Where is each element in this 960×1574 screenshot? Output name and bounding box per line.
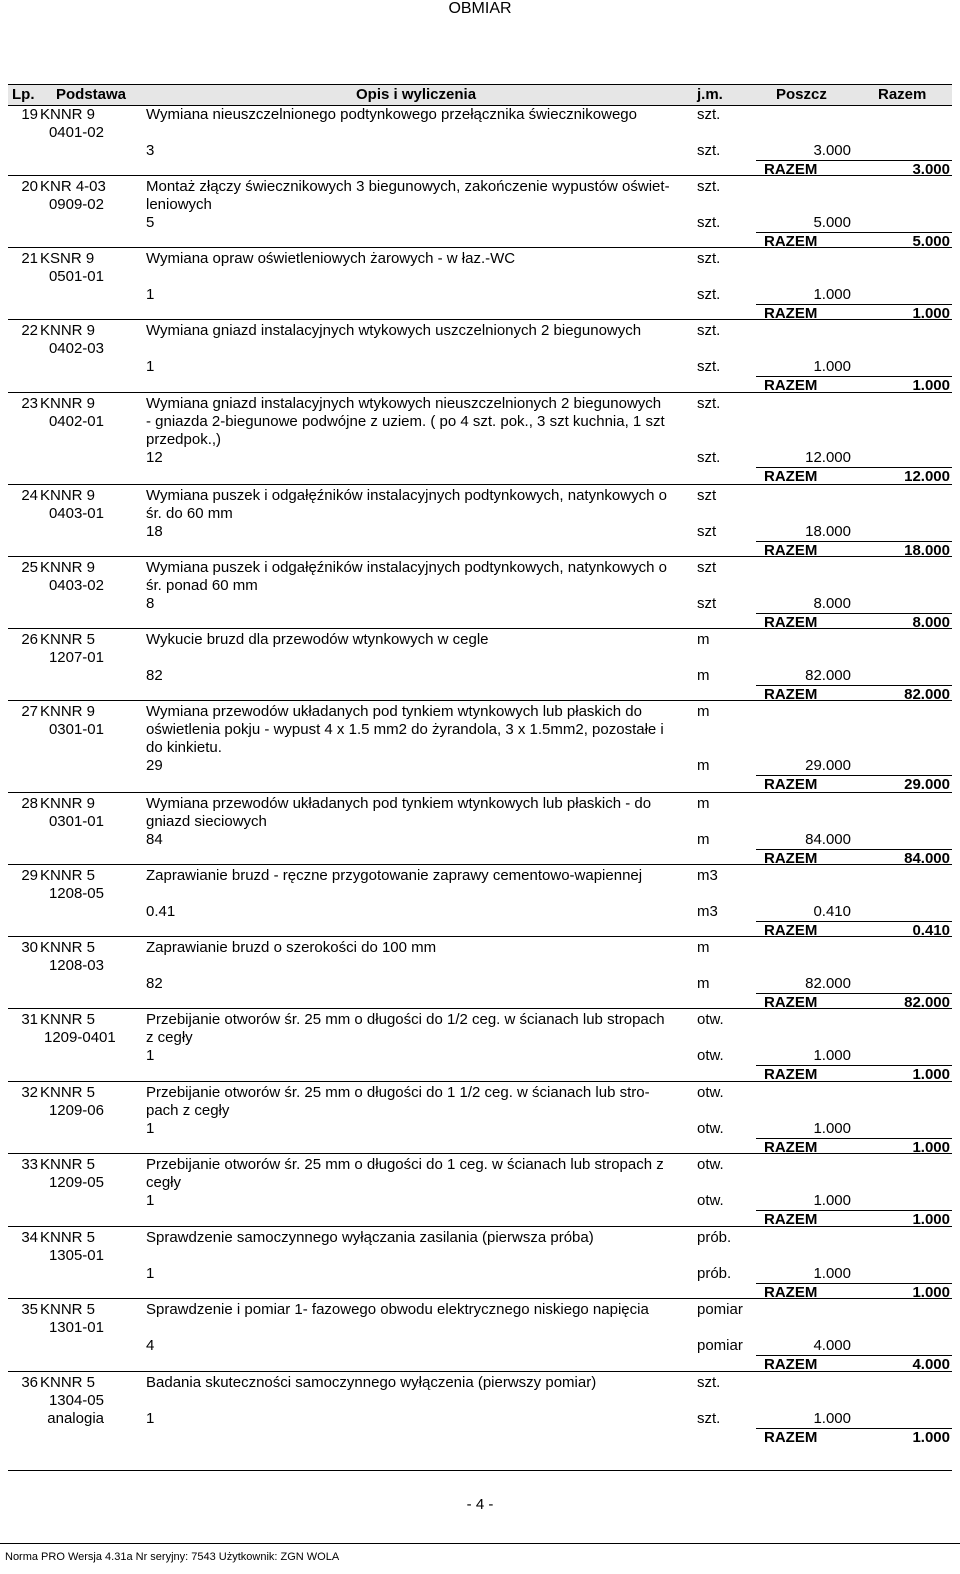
razem-value: 82.000	[904, 686, 950, 703]
basis-code: 1301-01	[48, 1319, 104, 1336]
table-row	[8, 393, 952, 485]
quantity-unit: szt.	[697, 449, 721, 466]
unit: szt.	[697, 1374, 721, 1391]
item-number: 20	[21, 178, 38, 195]
table-row	[8, 1009, 952, 1082]
table-row	[8, 937, 952, 1009]
description-line: oświetlenia pokju - wypust 4 x 1.5 mm2 do żyrandola, 3 x 1.5mm2, pozostałe i	[146, 721, 664, 738]
basis-code: KNNR 5	[40, 1301, 96, 1318]
basis-code: 1209-0401	[44, 1029, 116, 1046]
quantity-unit: szt	[697, 523, 717, 540]
quantity-unit: m	[697, 975, 710, 992]
unit: szt.	[697, 250, 721, 267]
razem-label: RAZEM	[764, 1066, 818, 1083]
razem-value: 82.000	[904, 994, 950, 1011]
razem-value: 12.000	[904, 468, 950, 485]
basis-code: 1209-06	[48, 1102, 104, 1119]
table-row	[8, 104, 952, 176]
quantity-expression: 1	[146, 1192, 155, 1209]
razem-label: RAZEM	[764, 468, 818, 485]
description-line: gniazd sieciowych	[146, 813, 267, 830]
table-row	[8, 485, 952, 557]
razem-label: RAZEM	[764, 614, 818, 631]
quantity-unit: szt.	[697, 1410, 721, 1427]
unit: m	[697, 703, 710, 720]
razem-value: 1.000	[912, 305, 950, 322]
basis-code: 0403-01	[48, 505, 104, 522]
basis-code: KNNR 5	[40, 631, 96, 648]
quantity-expression: 1	[146, 1047, 155, 1064]
description-line: Wymiana gniazd instalacyjnych wtykowych uszczelnionych 2 biegunowych	[146, 322, 642, 339]
header-jm: j.m.	[697, 86, 723, 103]
quantity-unit: otw.	[697, 1047, 724, 1064]
partial-value: 1.000	[813, 1047, 851, 1064]
unit: prób.	[697, 1229, 732, 1246]
quantity-unit: szt.	[697, 214, 721, 231]
razem-label: RAZEM	[764, 542, 818, 559]
quantity-expression: 1	[146, 358, 155, 375]
description-line: leniowych	[146, 196, 212, 213]
item-number: 28	[21, 795, 38, 812]
razem-value: 1.000	[912, 1429, 950, 1446]
quantity-unit: otw.	[697, 1192, 724, 1209]
table-row	[8, 865, 952, 937]
description-line: Wykucie bruzd dla przewodów wtynkowych w cegle	[146, 631, 489, 648]
description-line: Sprawdzenie i pomiar 1- fazowego obwodu elektrycznego niskiego napięcia	[146, 1301, 649, 1318]
partial-value: 18.000	[805, 523, 851, 540]
unit: szt.	[697, 322, 721, 339]
basis-code: 0402-03	[48, 340, 104, 357]
basis-code: KNNR 9	[40, 106, 96, 123]
description-line: śr. ponad 60 mm	[146, 577, 258, 594]
partial-value: 3.000	[813, 142, 851, 159]
basis-code: KNNR 5	[40, 939, 96, 956]
description-line: Montaż złączy świecznikowych 3 biegunowych, zakończenie wypustów oświet-	[146, 178, 670, 195]
partial-value: 12.000	[805, 449, 851, 466]
unit: szt.	[697, 395, 721, 412]
footer-divider	[0, 1543, 960, 1544]
quantity-expression: 12	[146, 449, 163, 466]
basis-code: 1305-01	[48, 1247, 104, 1264]
page-title: OBMIAR	[448, 0, 512, 17]
description-line: Wymiana opraw oświetleniowych żarowych - w łaz.-WC	[146, 250, 516, 267]
partial-value: 4.000	[813, 1337, 851, 1354]
item-number: 21	[21, 250, 38, 267]
table-row	[8, 701, 952, 793]
item-number: 32	[21, 1084, 38, 1101]
quantity-unit: m3	[697, 903, 718, 920]
basis-code: 1208-03	[48, 957, 104, 974]
quantity-expression: 1	[146, 1410, 155, 1427]
description-line: Wymiana gniazd instalacyjnych wtykowych nieuszczelnionych 2 biegunowych	[146, 395, 662, 412]
quantity-unit: szt.	[697, 286, 721, 303]
table-row	[8, 248, 952, 320]
razem-label: RAZEM	[764, 994, 818, 1011]
basis-code: KNNR 9	[40, 487, 96, 504]
unit: otw.	[697, 1156, 724, 1173]
description-line: Przebijanie otworów śr. 25 mm o długości do 1 ceg. w ścianach lub stropach z	[146, 1156, 664, 1173]
razem-value: 18.000	[904, 542, 950, 559]
header-lp: Lp.	[12, 86, 35, 103]
razem-value: 5.000	[912, 233, 950, 250]
item-number: 30	[21, 939, 38, 956]
basis-code: 1208-05	[48, 885, 104, 902]
item-number: 26	[21, 631, 38, 648]
description-line: Przebijanie otworów śr. 25 mm o długości do 1/2 ceg. w ścianach lub stropach	[146, 1011, 665, 1028]
description-line: przedpok.,)	[146, 431, 222, 448]
partial-value: 0.410	[813, 903, 851, 920]
item-number: 29	[21, 867, 38, 884]
basis-code: KNNR 9	[40, 703, 96, 720]
unit: m	[697, 939, 710, 956]
razem-label: RAZEM	[764, 850, 818, 867]
basis-code: KNNR 9	[40, 322, 96, 339]
partial-value: 5.000	[813, 214, 851, 231]
quantity-unit: szt	[697, 595, 717, 612]
table-row	[8, 629, 952, 701]
basis-code: KNNR 5	[40, 1229, 96, 1246]
razem-label: RAZEM	[764, 1429, 818, 1446]
razem-label: RAZEM	[764, 161, 818, 178]
partial-value: 82.000	[805, 667, 851, 684]
basis-code: KNNR 9	[40, 395, 96, 412]
item-number: 36	[21, 1374, 38, 1391]
description-line: pach z cegły	[146, 1102, 230, 1119]
basis-code: 1209-05	[48, 1174, 104, 1191]
unit: pomiar	[697, 1301, 743, 1318]
header-poszcz: Poszcz	[776, 86, 827, 103]
unit: m3	[697, 867, 718, 884]
unit: szt.	[697, 106, 721, 123]
basis-code: 1207-01	[48, 649, 104, 666]
item-number: 25	[21, 559, 38, 576]
table-row	[8, 1154, 952, 1227]
unit: szt.	[697, 178, 721, 195]
description-line: z cegły	[146, 1029, 193, 1046]
table-header	[8, 84, 952, 106]
razem-label: RAZEM	[764, 233, 818, 250]
unit: szt	[697, 487, 717, 504]
razem-label: RAZEM	[764, 1356, 818, 1373]
description-line: Wymiana przewodów układanych pod tynkiem wtynkowych lub płaskich do	[146, 703, 642, 720]
razem-value: 84.000	[904, 850, 950, 867]
item-number: 31	[21, 1011, 38, 1028]
razem-value: 8.000	[912, 614, 950, 631]
table-row	[8, 1082, 952, 1154]
table-row	[8, 557, 952, 629]
razem-value: 0.410	[912, 922, 950, 939]
basis-code: 0402-01	[48, 413, 104, 430]
item-number: 23	[21, 395, 38, 412]
unit: m	[697, 631, 710, 648]
description-line: Przebijanie otworów śr. 25 mm o długości do 1 1/2 ceg. w ścianach lub stro-	[146, 1084, 650, 1101]
basis-code: 0401-02	[48, 124, 104, 141]
razem-label: RAZEM	[764, 377, 818, 394]
basis-code: KNR 4-03	[40, 178, 106, 195]
partial-value: 1.000	[813, 358, 851, 375]
unit: m	[697, 795, 710, 812]
description-line: Zaprawianie bruzd - ręczne przygotowanie zaprawy cementowo-wapiennej	[146, 867, 643, 884]
table-row	[8, 176, 952, 248]
table-row	[8, 320, 952, 393]
partial-value: 1.000	[813, 1120, 851, 1137]
partial-value: 84.000	[805, 831, 851, 848]
description-line: Wymiana przewodów układanych pod tynkiem wtynkowych lub płaskich - do	[146, 795, 652, 812]
basis-code: 0301-01	[48, 813, 104, 830]
basis-code: KNNR 5	[40, 867, 96, 884]
razem-value: 29.000	[904, 776, 950, 793]
basis-code: KNNR 5	[40, 1011, 96, 1028]
quantity-unit: prób.	[697, 1265, 732, 1282]
quantity-expression: 0.41	[146, 903, 176, 920]
table-row	[8, 1299, 952, 1372]
table-row	[8, 1227, 952, 1299]
unit: szt	[697, 559, 717, 576]
header-razem: Razem	[878, 86, 927, 103]
item-number: 24	[21, 487, 38, 504]
razem-value: 1.000	[912, 377, 950, 394]
basis-code: KNNR 5	[40, 1374, 96, 1391]
partial-value: 29.000	[805, 757, 851, 774]
razem-value: 1.000	[912, 1284, 950, 1301]
quantity-unit: pomiar	[697, 1337, 743, 1354]
unit: otw.	[697, 1084, 724, 1101]
razem-label: RAZEM	[764, 776, 818, 793]
item-number: 27	[21, 703, 38, 720]
razem-value: 1.000	[912, 1211, 950, 1228]
item-number: 35	[21, 1301, 38, 1318]
quantity-expression: 1	[146, 1265, 155, 1282]
quantity-expression: 82	[146, 667, 163, 684]
description-line: Sprawdzenie samoczynnego wyłączania zasilania (pierwsza próba)	[146, 1229, 594, 1246]
basis-code: KNNR 5	[40, 1084, 96, 1101]
description-line: śr. do 60 mm	[146, 505, 233, 522]
partial-value: 8.000	[813, 595, 851, 612]
item-number: 19	[21, 106, 38, 123]
razem-label: RAZEM	[764, 305, 818, 322]
basis-code: 1304-05	[48, 1392, 104, 1409]
description-line: Wymiana puszek i odgałęźników instalacyjnych podtynkowych, natynkowych o	[146, 559, 667, 576]
razem-value: 1.000	[912, 1066, 950, 1083]
partial-value: 1.000	[813, 1265, 851, 1282]
quantity-expression: 1	[146, 286, 155, 303]
description-line: cegły	[146, 1174, 182, 1191]
quantity-unit: szt.	[697, 358, 721, 375]
quantity-expression: 5	[146, 214, 155, 231]
basis-code: analogia	[47, 1410, 104, 1427]
partial-value: 82.000	[805, 975, 851, 992]
description-line: Wymiana nieuszczelnionego podtynkowego przełącznika świecznikowego	[146, 106, 637, 123]
item-number: 34	[21, 1229, 38, 1246]
razem-label: RAZEM	[764, 922, 818, 939]
item-number: 33	[21, 1156, 38, 1173]
basis-code: KSNR 9	[40, 250, 95, 267]
description-line: Wymiana puszek i odgałęźników instalacyjnych podtynkowych, natynkowych o	[146, 487, 667, 504]
description-line: do kinkietu.	[146, 739, 222, 756]
quantity-expression: 4	[146, 1337, 155, 1354]
partial-value: 1.000	[813, 286, 851, 303]
quantity-unit: m	[697, 831, 710, 848]
razem-label: RAZEM	[764, 1284, 818, 1301]
page-number: - 4 -	[466, 1496, 494, 1513]
razem-value: 1.000	[912, 1139, 950, 1156]
footer-software-info: Norma PRO Wersja 4.31a Nr seryjny: 7543 Użytkownik: ZGN WOLA	[5, 1551, 340, 1563]
basis-code: KNNR 9	[40, 795, 96, 812]
razem-label: RAZEM	[764, 1139, 818, 1156]
basis-code: KNNR 9	[40, 559, 96, 576]
quantity-expression: 8	[146, 595, 155, 612]
table-row	[8, 1372, 952, 1471]
basis-code: KNNR 5	[40, 1156, 96, 1173]
header-podstawa: Podstawa	[56, 86, 127, 103]
quantity-expression: 82	[146, 975, 163, 992]
razem-value: 4.000	[912, 1356, 950, 1373]
basis-code: 0403-02	[48, 577, 104, 594]
header-opis: Opis i wyliczenia	[356, 86, 477, 103]
description-line: Badania skuteczności samoczynnego wyłączenia (pierwszy pomiar)	[146, 1374, 597, 1391]
quantity-expression: 1	[146, 1120, 155, 1137]
basis-code: 0909-02	[48, 196, 104, 213]
quantity-unit: m	[697, 757, 710, 774]
quantity-expression: 29	[146, 757, 163, 774]
quantity-expression: 18	[146, 523, 163, 540]
basis-code: 0501-01	[48, 268, 104, 285]
item-number: 22	[21, 322, 38, 339]
quantity-expression: 3	[146, 142, 155, 159]
razem-label: RAZEM	[764, 686, 818, 703]
razem-label: RAZEM	[764, 1211, 818, 1228]
description-line: Zaprawianie bruzd o szerokości do 100 mm	[146, 939, 437, 956]
razem-value: 3.000	[912, 161, 950, 178]
partial-value: 1.000	[813, 1410, 851, 1427]
description-line: - gniazda 2-biegunowe podwójne z uziem. ( po 4 szt. pok., 3 szt kuchnia, 1 szt	[146, 413, 665, 430]
unit: otw.	[697, 1011, 724, 1028]
basis-code: 0301-01	[48, 721, 104, 738]
quantity-expression: 84	[146, 831, 163, 848]
table-row	[8, 793, 952, 865]
quantity-unit: otw.	[697, 1120, 724, 1137]
quantity-unit: m	[697, 667, 710, 684]
partial-value: 1.000	[813, 1192, 851, 1209]
quantity-unit: szt.	[697, 142, 721, 159]
